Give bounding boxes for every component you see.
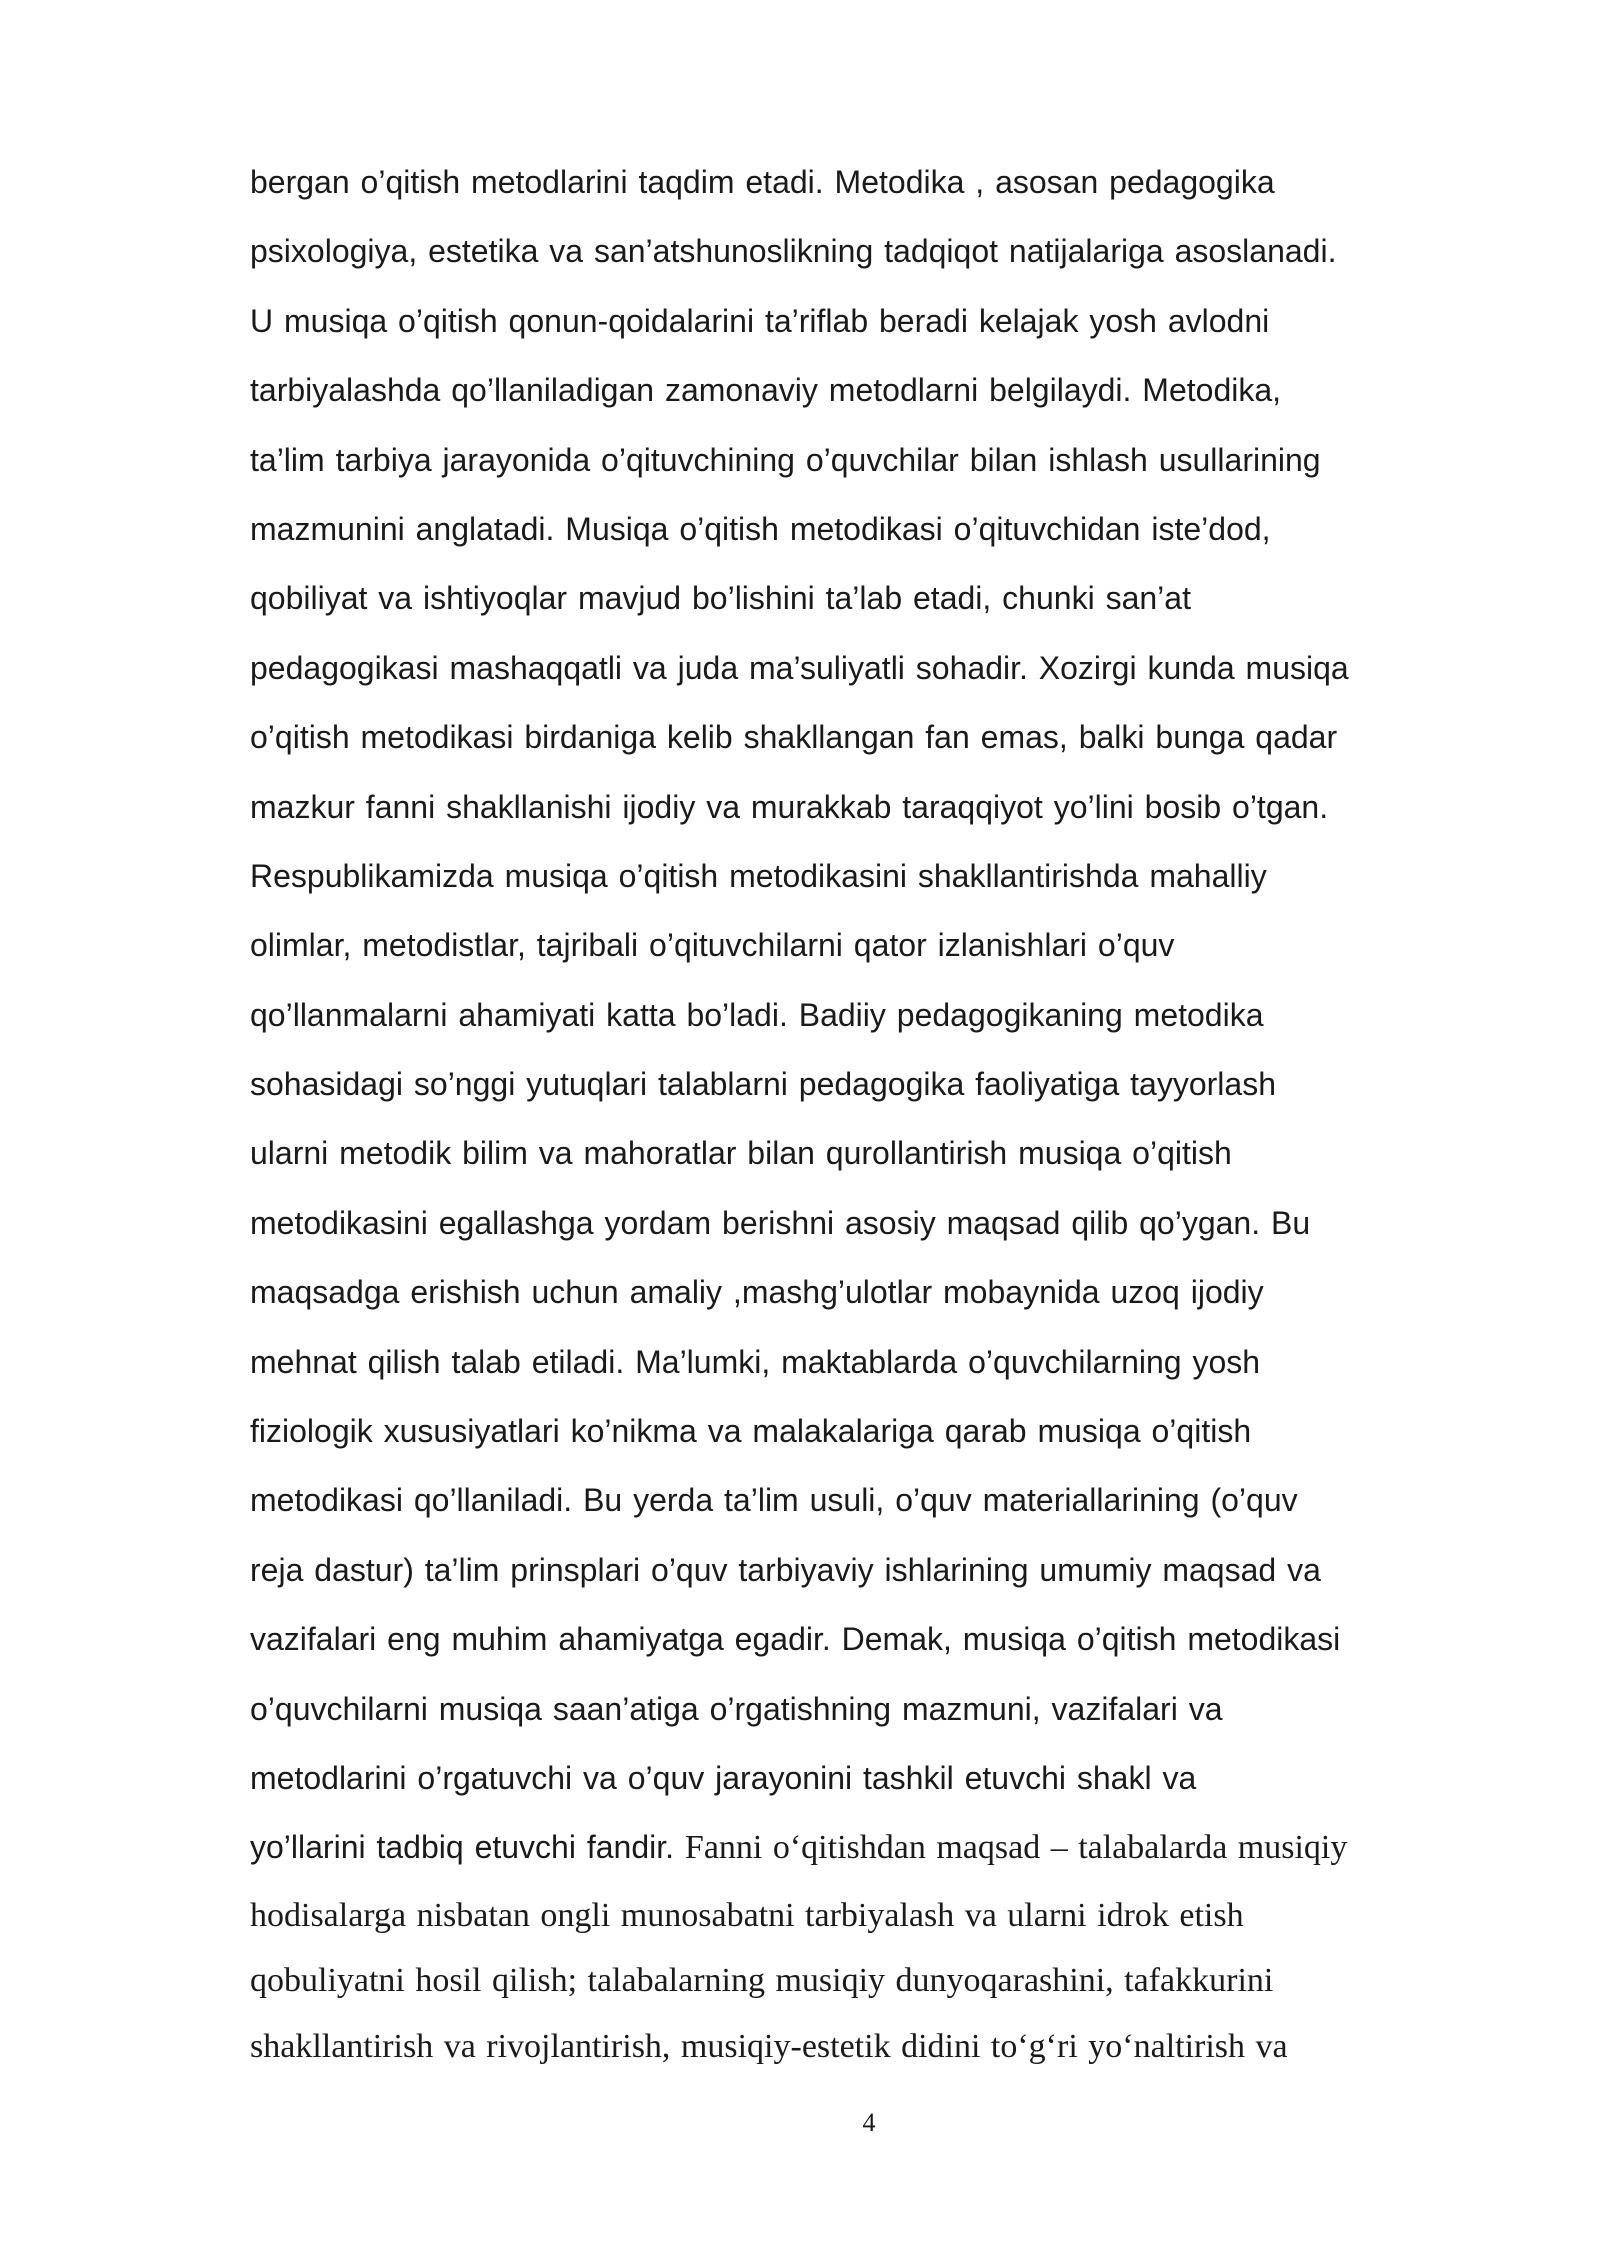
text-segment-serif: Fanni o‘qitishdan maqsad – talabalarda musiqiy: [684, 1829, 1348, 1867]
text-line: qo’llanmalarni ahamiyati katta bo’ladi. Badiiy pedagogikaning metodika: [250, 996, 1264, 1033]
text-line-serif: qobuliyatni hosil qilish; talabalarning musiqiy dunyoqarashini, tafakkurini: [250, 1962, 1274, 2000]
text-line: mazmunini anglatadi. Musiqa o’qitish metodikasi o’qituvchidan iste’dod,: [250, 510, 1271, 547]
text-line: tarbiyalashda qo’llaniladigan zamonaviy metodlarni belgilaydi. Metodika,: [250, 372, 1282, 409]
text-line: U musiqa o’qitish qonun-qoidalarini ta’riflab beradi kelajak yosh avlodni: [250, 302, 1270, 339]
text-line: Respublikamizda musiqa o’qitish metodikasini shakllantirishda mahalliy: [250, 857, 1267, 894]
text-line: sohasidagi so’nggi yutuqlari talablarni pedagogika faoliyatiga tayyorlash: [250, 1066, 1276, 1103]
page-number: 4: [862, 2108, 876, 2137]
text-line: qobiliyat va ishtiyoqlar mavjud bo’lishini ta’lab etadi, chunki san’at: [250, 580, 1191, 617]
text-line: olimlar, metodistlar, tajribali o’qituvchilarni qator izlanishlari o’quv: [250, 927, 1175, 964]
text-line: mazkur fanni shakllanishi ijodiy va murakkab taraqqiyot yo’lini bosib o’tgan.: [250, 788, 1329, 825]
text-line: bergan o’qitish metodlarini taqdim etadi. Metodika , asosan pedagogika: [250, 164, 1275, 200]
text-line: pedagogikasi mashaqqatli va juda ma’suliyatli sohadir. Xozirgi kunda musiqa: [250, 649, 1349, 686]
text-line: ta’lim tarbiya jarayonida o’qituvchining o’quvchilar bilan ishlash usullarining: [250, 441, 1321, 478]
body-text: [250, 148, 1510, 2079]
text-line: metodikasini egallashga yordam berishni asosiy maqsad qilib qo’ygan. Bu: [250, 1204, 1311, 1241]
text-line-serif: hodisalarga nisbatan ongli munosabatni tarbiyalash va ularni idrok etish: [250, 1896, 1244, 1934]
text-line: fiziologik xususiyatlari ko’nikma va malakalariga qarab musiqa o’qitish: [250, 1413, 1252, 1450]
text-line: psixologiya, estetika va san’atshunoslikning tadqiqot natijalariga asoslanadi.: [250, 233, 1337, 270]
text-line: metodikasi qo’llaniladi. Bu yerda ta’lim usuli, o’quv materiallarining (o’quv: [250, 1482, 1298, 1519]
text-line: reja dastur) ta’lim prinsplari o’quv tarbiyaviy ishlarining umumiy maqsad va: [250, 1551, 1321, 1588]
text-line: vazifalari eng muhim ahamiyatga egadir. Demak, musiqa o’qitish metodikasi: [250, 1621, 1341, 1658]
text-line: o’qitish metodikasi birdaniga kelib shakllangan fan emas, balki bunga qadar: [250, 719, 1338, 756]
text-line: maqsadga erishish uchun amaliy ,mashg’ulotlar mobaynida uzoq ijodiy: [250, 1274, 1264, 1311]
text-line: ularni metodik bilim va mahoratlar bilan qurollantirish musiqa o’qitish: [250, 1135, 1232, 1172]
text-segment-sans: yo’llarini tadbiq etuvchi fandir.: [250, 1829, 685, 1866]
text-line-serif: shakllantirish va rivojlantirish, musiqiy-estetik didini to‘g‘ri yo‘naltirish va: [250, 2027, 1288, 2065]
text-line: o’quvchilarni musiqa saan’atiga o’rgatishning mazmuni, vazifalari va: [250, 1690, 1223, 1727]
text-line: metodlarini o’rgatuvchi va o’quv jarayonini tashkil etuvchi shakl va: [250, 1759, 1197, 1796]
text-line: mehnat qilish talab etiladi. Ma’lumki, maktablarda o’quvchilarning yosh: [250, 1343, 1261, 1380]
text-line-mixed: [250, 1813, 1510, 1882]
